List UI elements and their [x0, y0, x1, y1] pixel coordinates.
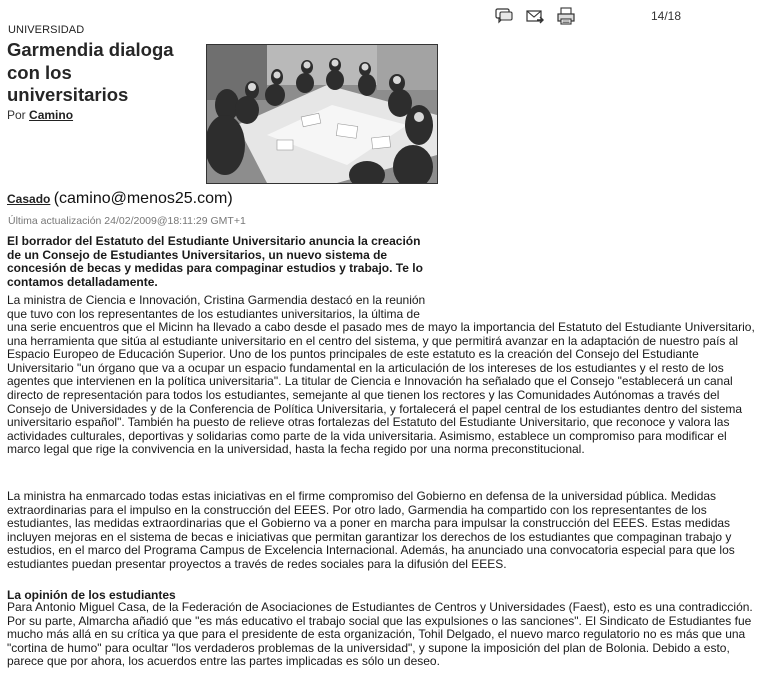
page-counter: 14/18	[651, 9, 682, 23]
section-subheading: La opinión de los estudiantes	[7, 588, 176, 602]
author-surname-link[interactable]: Casado	[7, 192, 51, 206]
author-line	[7, 190, 233, 208]
byline-prefix: Por	[7, 108, 26, 122]
print-icon[interactable]	[556, 6, 576, 26]
paragraph-3: Para Antonio Miguel Casa, de la Federación de Asociaciones de Estudiantes de Centros y Universidades (Faest), esto es una contradicción. Por su parte, Almarcha añadió que "es más educativo el trabajo social que las expulsiones o las sanciones". El Sindicato de Estudiantes fue mucho más allá en su crítica ya que para el presidente de esta organización, Tohil Delgado, el nuevo marco regulatorio no es más que una "cortina de humo" para ocultar "los verdaderos problemas de la universidad", y supone la imposición del plan de Bolonia. Debido a esto, parece que por ahora, los acuerdos entre las partes implicadas es sólo un deseo.	[7, 600, 753, 669]
paragraph-1-continued: una serie encuentros que el Micinn ha llevado a cabo desde el pasado mes de mayo la importancia del Estatuto del Estudiante Universitario, una herramienta que sitúa al estudiante universitario en el centro del sistema, y que permitirá avanzar en la adaptación de nuestro país al Espacio Europeo de Educación Superior. Uno de los puntos principales de este estatuto es la creación del Consejo del Estudiante Universitario "un órgano que va a ocupar un espacio fundamental en la articulación de los intereses de los estudiantes y el resto de los agentes que intervienen en la política universitaria". La titular de Ciencia e Innovación ha señalado que el Consejo "establecerá un canal directo de representación para todos los estudiantes, semejante al que tienen los rectores y las Comunidades Autónomas a través del Consejo de Universidades y de la Conferencia de Política Universitaria, y fortalecerá el papel central de los estudiantes dentro del sistema universitario español". También ha puesto de relieve otras fortalezas del Estatuto del Estudiante Universitario, que reconoce y valora las actividades culturales, deportivas y solidarias como parte de la vida universitaria. Asimismo, establece un compromiso para modificar el marco legal que rige la convivencia en la universidad, hasta la fecha regido por una norma preconstitucional.	[7, 320, 755, 457]
article-photo	[206, 44, 438, 184]
author-link[interactable]: Camino	[29, 108, 74, 122]
byline	[7, 108, 73, 122]
article-lead: El borrador del Estatuto del Estudiante Universitario anuncia la creación de un Consejo de Estudiantes Universitarios, un nuevo sistema de concesión de becas y medidas para compaginar estudios y trabajo. Te lo contamos detalladamente.	[7, 234, 423, 289]
meeting-photo-illustration	[207, 45, 437, 183]
author-email: (camino@menos25.com)	[53, 190, 233, 207]
article-toolbar	[494, 6, 594, 26]
last-updated: Última actualización 24/02/2009@18:11:29 GMT+1	[8, 215, 246, 227]
article-headline: Garmendia dialoga con los universitarios	[7, 39, 174, 105]
comment-icon[interactable]	[494, 6, 514, 26]
send-email-icon[interactable]	[525, 6, 545, 26]
section-label: UNIVERSIDAD	[8, 24, 85, 36]
paragraph-2: La ministra ha enmarcado todas estas iniciativas en el firme compromiso del Gobierno en defensa de la universidad pública. Medidas extraordinarias para el impulso en la construcción del EEES. Por otro lado, Garmendia ha compartido con los representantes de los estudiantes, las medidas extraordinarias que el Gobierno va a poner en marcha para impulsar la construcción del EEES. Estas medidas incluyen mejoras en el sistema de becas e iniciativas que permitan garantizar los derechos de los estudiantes que compaginan trabajo y estudios, en el marco del Programa Campus de Excelencia Internacional. Además, ha anunciado una convocatoria especial para que los estudiantes puedan presentar proyectos a través de redes sociales para la difusión del EEES.	[7, 489, 735, 571]
paragraph-1-start: La ministra de Ciencia e Innovación, Cristina Garmendia destacó en la reunión que tuvo con los representantes de los estudiantes universitarios, la última de	[7, 293, 426, 321]
